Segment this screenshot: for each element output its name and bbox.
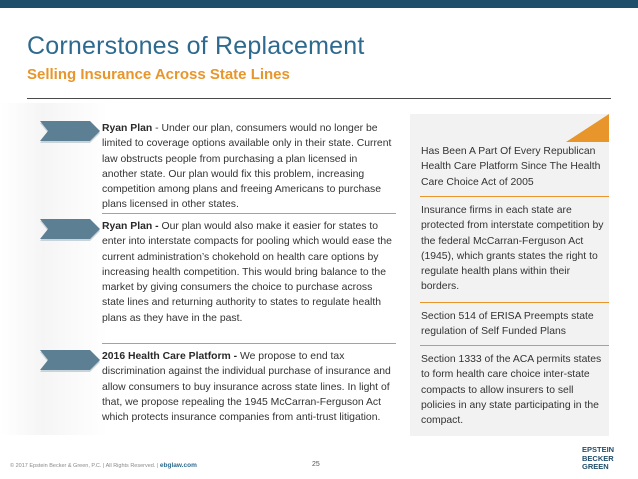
title-divider	[27, 98, 611, 99]
corner-accent-icon	[566, 114, 609, 142]
logo-line: EPSTEIN	[582, 445, 615, 454]
top-bar	[0, 0, 638, 8]
company-logo	[582, 446, 624, 472]
page-title: Cornerstones of Replacement	[27, 32, 365, 60]
footer	[10, 462, 197, 469]
sidebar-divider	[420, 196, 609, 197]
sidebar-divider	[420, 302, 609, 303]
plan-label: Ryan Plan -	[102, 221, 159, 232]
page-subtitle: Selling Insurance Across State Lines	[27, 66, 290, 83]
footer-link[interactable]: ebglaw.com	[159, 462, 197, 469]
plan-item	[102, 121, 394, 213]
logo-line: GREEN	[582, 462, 609, 471]
logo-line: BECKER	[582, 453, 614, 463]
plan-divider	[102, 213, 396, 214]
plan-text: Our plan would also make it easier for states to enter into interstate compacts for pooling which would ease the current administration’s chokehold on health care options by increasing health competition. This would bring balance to the market by giving consumers the choice to purchase across state lines and returning authority to states to regulate health plans as they have in the past.	[102, 221, 392, 324]
chevron-arrow-icon	[40, 219, 102, 241]
sidebar-item: Has Been A Part Of Every Republican Health Care Platform Since The Health Care Choice Act of 2005	[421, 146, 601, 188]
plan-divider	[102, 343, 396, 344]
sidebar-item: Section 1333 of the ACA permits states to form health care choice inter-state compacts to allow insurers to sell policies in any state participating in the compact.	[421, 354, 602, 427]
plan-label: 2016 Health Care Platform -	[102, 351, 238, 362]
chevron-arrow-icon	[40, 121, 102, 143]
sidebar-divider	[420, 345, 609, 346]
footer-copyright: © 2017 Epstein Becker & Green, P.C. | All Rights Reserved. |	[10, 463, 159, 469]
plan-text: - Under our plan, consumers would no longer be limited to coverage options available only in their state. Current law obstructs people from purchasing a plan licensed in another state. Our plan would fix this problem, increasing competition among plans and freeing Americans to purchase plans licensed in other states.	[102, 123, 392, 211]
sidebar-item: Insurance firms in each state are protected from interstate competition by the federal McCarran-Ferguson Act (1945), which grants states the right to regulate health plans within their borders.	[421, 205, 604, 293]
sidebar-item: Section 514 of ERISA Preempts state regulation of Self Funded Plans	[421, 311, 594, 338]
plan-item	[102, 219, 394, 326]
plan-item	[102, 349, 394, 425]
page-number: 25	[312, 461, 320, 468]
plan-label: Ryan Plan	[102, 123, 153, 134]
plan-text: We propose to end tax discrimination against the individual purchase of insurance and allow consumers to buy insurance across state lines. In light of that, we propose repealing the 1945 McCarran-Ferguson Act which protects insurance companies from anti-trust litigation.	[102, 351, 391, 424]
chevron-arrow-icon	[40, 350, 102, 372]
